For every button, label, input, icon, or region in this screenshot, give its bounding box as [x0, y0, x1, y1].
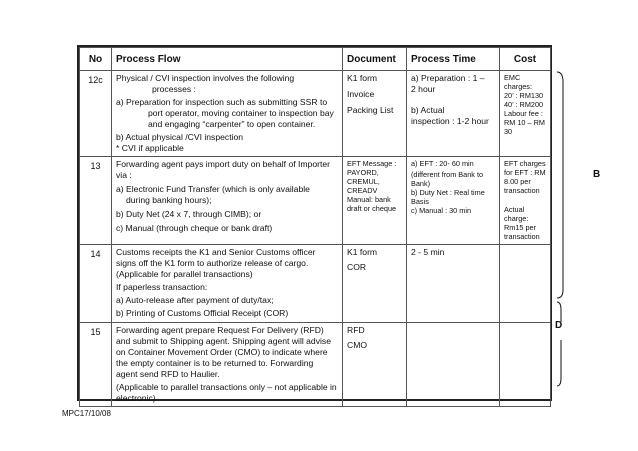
document-cell: [343, 157, 407, 245]
time-line: 2 hour: [411, 84, 436, 94]
time-line: inspection : 1-2 hour: [411, 116, 489, 126]
cost-line: 20’ : RM130: [504, 91, 544, 100]
time-line: Bank): [411, 179, 431, 188]
document-line: K1 form: [347, 247, 378, 257]
document-line: Packing List: [347, 105, 394, 115]
cost-cell: [500, 245, 551, 323]
flow-line: (Applicable to parallel transactions only – not applicable in: [116, 382, 337, 392]
flow-line: processes :: [152, 84, 196, 94]
flow-line: b) Actual physical /CVI inspection: [116, 132, 244, 142]
flow-line: If paperless transaction:: [116, 282, 208, 292]
flow-line: Physical / CVI inspection involves the following: [116, 73, 295, 83]
time-line: b) Actual: [411, 105, 445, 115]
time-line: a) EFT : 20- 60 min: [411, 159, 474, 168]
flow-line: port operator, moving container to inspection bay: [148, 108, 334, 118]
flow-line: and engaging “carpenter” to open container.: [148, 119, 316, 129]
section-label-d: D: [555, 320, 563, 331]
header-no: No: [80, 48, 112, 71]
section-label-b: B: [593, 169, 601, 180]
time-line: 2 - 5 min: [411, 247, 445, 257]
cost-line: Labour fee :: [504, 109, 543, 118]
row-number: 13: [80, 157, 112, 245]
time-line: b) Duty Net : Real time: [411, 188, 485, 197]
time-line: c) Manual : 30 min: [411, 206, 472, 215]
flow-line: via :: [116, 170, 132, 180]
flow-line: and submit to Shipping agent. Shipping agent will advise: [116, 336, 331, 346]
cost-line: 40’ : RM200: [504, 100, 544, 109]
bracket-b: [555, 70, 585, 300]
row-number: 12c: [80, 71, 112, 157]
process-table: [79, 47, 551, 407]
bracket-d: [555, 300, 575, 390]
process-flow-cell: [112, 245, 343, 323]
process-flow-cell: [112, 71, 343, 157]
header-row: [80, 48, 551, 71]
document-line: Invoice: [347, 89, 375, 99]
flow-line: Forwarding agent pays import duty on behalf of Importer: [116, 159, 331, 169]
cost-line: EMC: [504, 73, 521, 82]
cost-cell: [500, 71, 551, 157]
document-line: RFD: [347, 325, 365, 335]
flow-line: Customs receipts the K1 and Senior Customs officer: [116, 247, 316, 257]
cost-line: 8.00 per: [504, 177, 531, 186]
process-time-cell: [407, 157, 500, 245]
flow-line: c) Manual (through cheque or bank draft): [116, 223, 273, 233]
document-line: Manual: bank: [347, 195, 391, 204]
flow-line: during banking hours);: [126, 195, 212, 205]
header-cost: Cost: [500, 48, 551, 71]
header-process-flow: Process Flow: [112, 48, 343, 71]
flow-line: b) Printing of Customs Official Receipt (COR): [116, 308, 289, 318]
cost-line: Actual: [504, 205, 525, 214]
process-time-cell: [407, 245, 500, 323]
flow-line: signs off the K1 form to authorize release of cargo.: [116, 258, 309, 268]
document-line: PAYORD,: [347, 168, 379, 177]
table-row: [80, 245, 551, 323]
flow-line: a) Auto-release after payment of duty/tax;: [116, 295, 274, 305]
cost-line: for EFT : RM: [504, 168, 546, 177]
document-code: MPC17/10/08: [62, 409, 111, 418]
header-document: Document: [343, 48, 407, 71]
cost-line: transaction: [504, 232, 540, 241]
row-number: 14: [80, 245, 112, 323]
document-line: COR: [347, 262, 367, 272]
process-time-cell: [407, 71, 500, 157]
cost-line: charge:: [504, 214, 529, 223]
flow-line: the empty container is to be returned to. Forwarding: [116, 358, 314, 368]
cost-line: EFT charges: [504, 159, 546, 168]
flow-line: a) Preparation for inspection such as submitting SSR to: [116, 97, 328, 107]
flow-line: Forwarding agent prepare Request For Delivery (RFD): [116, 325, 324, 335]
document-line: CREADV: [347, 186, 378, 195]
document-line: K1 form: [347, 73, 378, 83]
time-line: a) Preparation : 1 –: [411, 73, 485, 83]
flow-line: agent send RFD to Haulier.: [116, 369, 220, 379]
process-flow-cell: [112, 323, 343, 407]
document-cell: [343, 323, 407, 407]
document-line: CREMUL,: [347, 177, 380, 186]
document-cell: [343, 245, 407, 323]
flow-line: * CVI if applicable: [116, 143, 184, 153]
flow-line: (Applicable for parallel transactions): [116, 269, 253, 279]
table-row: [80, 157, 551, 245]
flow-line: b) Duty Net (24 x 7, through CIMB); or: [116, 209, 262, 219]
cost-line: Rm15 per: [504, 223, 537, 232]
table-row: [80, 323, 551, 407]
document-line: draft or cheque: [347, 204, 397, 213]
cost-line: 30: [504, 127, 513, 136]
flow-line: a) Electronic Fund Transfer (which is only available: [116, 184, 310, 194]
time-line: Basis: [411, 197, 429, 206]
document-cell: [343, 71, 407, 157]
process-time-cell: [407, 323, 500, 407]
cost-line: RM 10 – RM: [504, 118, 545, 127]
header-process-time: Process Time: [407, 48, 500, 71]
row-number: 15: [80, 323, 112, 407]
process-flow-cell: [112, 157, 343, 245]
cost-line: charges:: [504, 82, 532, 91]
cost-cell: [500, 157, 551, 245]
table-row: [80, 71, 551, 157]
time-line: (different from Bank to: [411, 170, 484, 179]
cost-cell: [500, 323, 551, 407]
flow-line: on Container Movement Order (CMO) to indicate where: [116, 347, 328, 357]
flow-line: electronic): [116, 393, 156, 403]
document-line: CMO: [347, 340, 368, 350]
document-line: EFT Message :: [347, 159, 397, 168]
cost-line: transaction: [504, 186, 540, 195]
